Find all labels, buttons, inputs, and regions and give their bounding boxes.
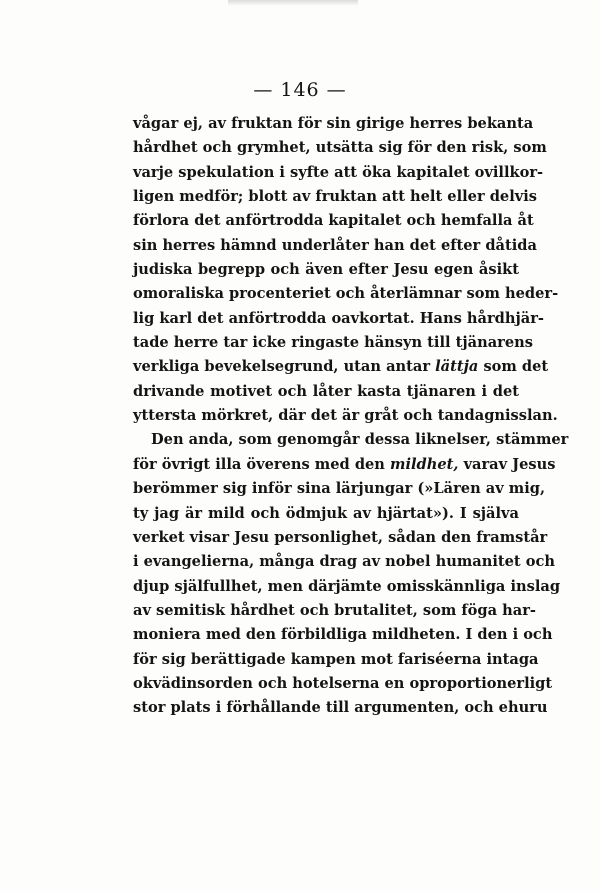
emphasis-lattja: lättja [435, 358, 479, 376]
text-line: yttersta mörkret, där det är gråt och tandagnisslan. [133, 407, 558, 425]
text-segment: verkliga bevekelsegrund, utan antar [133, 358, 431, 376]
body-text [133, 112, 569, 721]
text-line: sin herres hämnd underlåter han det efter dåtida [133, 236, 537, 254]
text-segment: varav Jesus [463, 455, 556, 473]
text-segment: för övrigt illa överens med den [133, 455, 385, 473]
text-line: moniera med den förbildliga mildheten. I den i och [133, 626, 553, 644]
text-line: av semitisk hårdhet och brutalitet, som föga har- [133, 601, 536, 619]
text-line: vågar ej, av fruktan för sin girige herres bekanta [133, 115, 534, 132]
text-line: förlora det anförtrodda kapitalet och hemfalla åt [133, 212, 534, 230]
text-line: verket visar Jesu personlighet, sådan den framstår [133, 528, 548, 546]
text-line: tade herre tar icke ringaste hänsyn till tjänarens [133, 334, 533, 352]
text-line: stor plats i förhållande till argumenten, och ehuru [133, 699, 548, 717]
page-number: — 146 — [253, 79, 347, 101]
text-line: för sig berättigade kampen mot fariséerna intaga [133, 650, 539, 668]
text-line: judiska begrepp och även efter Jesu egen åsikt [133, 261, 519, 279]
text-line: okvädinsorden och hotelserna en oproportionerligt [133, 674, 553, 692]
text-line: Den anda, som genomgår dessa liknelser, stämmer [151, 431, 569, 449]
text-line: ty jag är mild och ödmjuk av hjärtat»). I själva [133, 504, 519, 522]
text-line: omoraliska procenteriet och återlämnar som heder- [133, 285, 559, 303]
text-line [133, 355, 549, 379]
text-line: drivande motivet och låter kasta tjänaren i det [133, 382, 519, 400]
text-line: ligen medför; blott av fruktan att helt eller delvis [133, 188, 537, 206]
text-line: varje spekulation i syfte att öka kapitalet ovillkor- [133, 163, 544, 181]
text-line: djup själfullhet, men därjämte omisskännliga inslag [133, 577, 561, 595]
text-segment: som det [483, 358, 549, 376]
text-line: berömmer sig inför sina lärjungar (»Lären av mig, [133, 480, 546, 498]
emphasis-mildhet: mildhet, [390, 455, 459, 473]
text-line: hårdhet och grymhet, utsätta sig för den risk, som [133, 139, 547, 157]
text-line [133, 453, 556, 477]
text-line: lig karl det anförtrodda oavkortat. Hans hårdhjär- [133, 309, 544, 327]
scan-smudge [228, 0, 358, 6]
text-line: i evangelierna, många drag av nobel humanitet och [133, 553, 555, 571]
